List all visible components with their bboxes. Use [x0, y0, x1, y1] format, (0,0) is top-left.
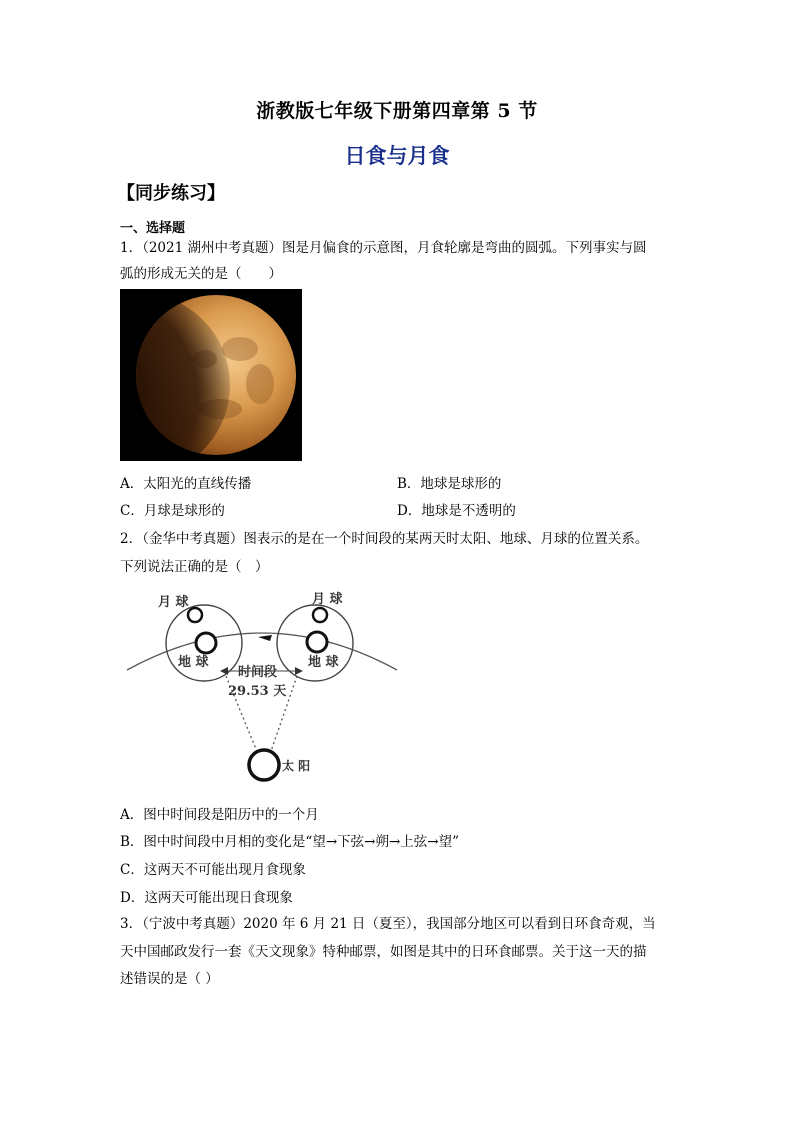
q2-option-a[interactable]: A．图中时间段是阳历中的一个月 [120, 807, 319, 823]
time-span-arrow-right [295, 667, 303, 675]
q1-stem-line1: 1．（2021 湖州中考真题）图是月偏食的示意图，月食轮廓是弯曲的圆弧。下列事实与圆 [120, 240, 647, 256]
q1-option-c[interactable]: C．月球是球形的 [120, 503, 225, 519]
partial-lunar-eclipse-photo [120, 289, 302, 461]
q2-option-b[interactable]: B．图中时间段中月相的变化是“望→下弦→朔→上弦→望” [120, 834, 459, 850]
document-title: 浙教版七年级下册第四章第 5 节 [256, 100, 538, 122]
q2-stem-line1: 2．（金华中考真题）图表示的是在一个时间段的某两天时太阳、地球、月球的位置关系。 [120, 531, 649, 547]
q3-stem-line3: 述错误的是（ ） [120, 971, 219, 987]
period-label: 时间段 [238, 665, 278, 680]
q2-option-d[interactable]: D．这两天可能出现日食现象 [120, 890, 293, 906]
right-earth [307, 632, 327, 652]
sun-earth-moon-diagram [122, 588, 402, 784]
moon-label-right: 月 球 [312, 592, 343, 607]
section-heading: 【同步练习】 [117, 183, 225, 204]
earth-label-right: 地 球 [308, 655, 339, 670]
q3-stem-line1: 3．（宁波中考真题）2020 年 6 月 21 日（夏至），我国部分地区可以看到日环食奇观，当 [120, 916, 656, 932]
q2-option-c[interactable]: C．这两天不可能出现月食现象 [120, 862, 306, 878]
part-heading: 一、选择题 [120, 221, 186, 236]
q2-stem-line2: 下列说法正确的是（ ） [120, 559, 269, 575]
q1-option-b[interactable]: B．地球是球形的 [397, 476, 502, 492]
moon-label-left: 月 球 [158, 595, 189, 610]
lesson-title: 日食与月食 [344, 143, 450, 168]
q1-stem-line2: 弧的形成无关的是（ ） [120, 266, 282, 282]
sun-label: 太 阳 [282, 759, 311, 773]
orbit-direction-arrow [258, 635, 272, 641]
right-moon [313, 608, 327, 622]
q1-option-a[interactable]: A．太阳光的直线传播 [120, 476, 252, 492]
left-earth [196, 633, 216, 653]
days-label: 29.53 天 [228, 684, 287, 699]
earth-label-left: 地 球 [178, 655, 209, 670]
left-moon [188, 608, 202, 622]
sun [249, 750, 279, 780]
q3-stem-line2: 天中国邮政发行一套《天文现象》特种邮票，如图是其中的日环食邮票。关于这一天的描 [120, 944, 647, 960]
q1-option-d[interactable]: D．地球是不透明的 [397, 503, 516, 519]
time-span-arrow-left [220, 667, 228, 675]
